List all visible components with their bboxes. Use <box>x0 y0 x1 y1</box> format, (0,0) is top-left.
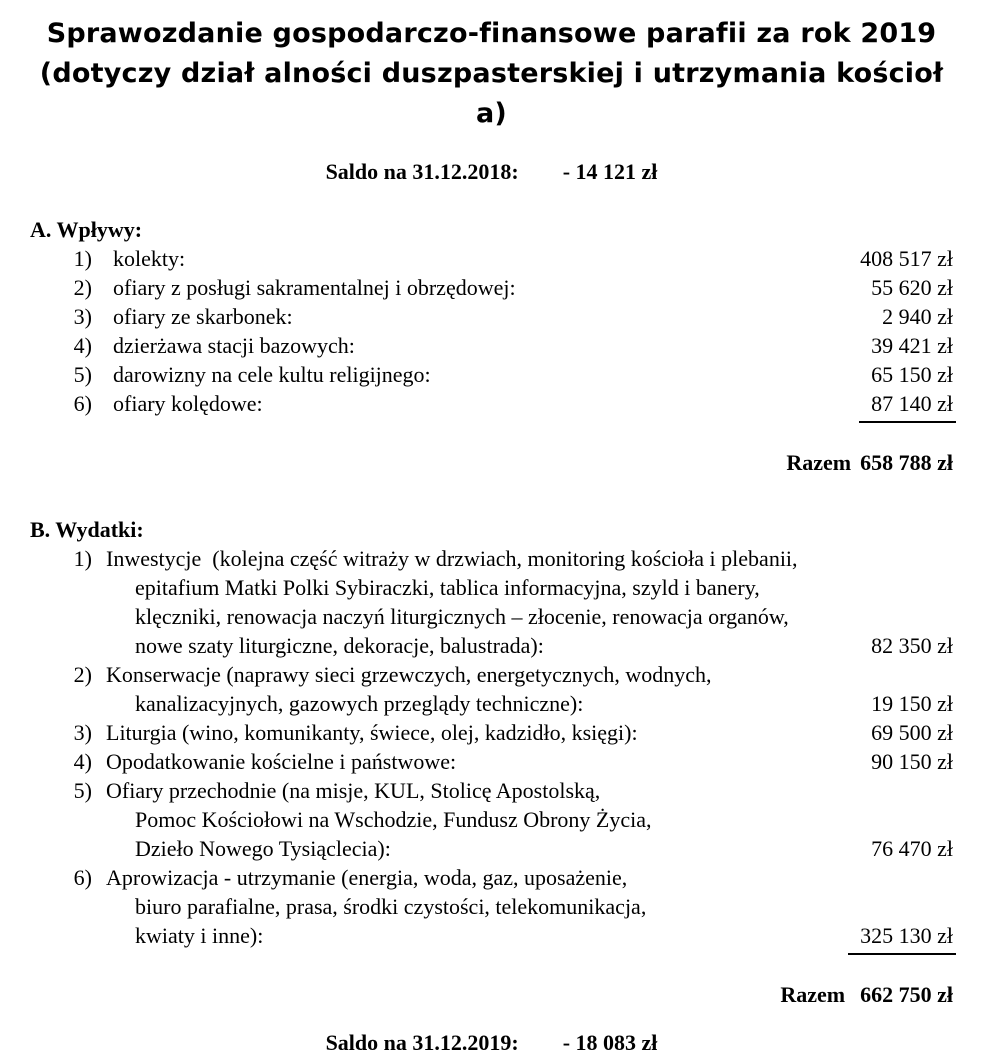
income-item-amount: 39 421 zł <box>871 333 953 358</box>
income-item-label: ofiary kolędowe: <box>113 391 263 416</box>
income-total-label: Razem <box>786 450 852 475</box>
income-section <box>30 215 953 477</box>
expense-item-line <box>30 602 953 631</box>
expense-item-line <box>30 747 953 776</box>
income-item-5 <box>30 360 953 389</box>
income-item-label: ofiary z posługi sakramentalnej i obrzędowej: <box>113 275 516 300</box>
expense-item-amount: 19 150 zł <box>871 691 953 716</box>
expense-subtotal-underlined: 325 130 zł <box>848 921 956 955</box>
opening-balance-label: Saldo na 31.12.2018: <box>325 159 519 184</box>
expense-item-number: 1) <box>73 546 92 571</box>
income-item-amount: 65 150 zł <box>871 362 953 387</box>
income-item-3 <box>30 302 953 331</box>
expense-item-6 <box>30 863 953 955</box>
expense-item-text: epitafium Matki Polki Sybiraczki, tablica informacyjna, szyld i banery, <box>135 575 760 600</box>
expense-item-number: 4) <box>73 749 92 774</box>
income-item-amount <box>263 389 953 423</box>
expense-item-line <box>30 776 953 805</box>
income-subtotal-underlined: 87 140 zł <box>859 389 956 423</box>
expense-item-text: biuro parafialne, prasa, środki czystości, telekomunikacja, <box>135 894 647 919</box>
expense-item-line <box>30 631 953 660</box>
expense-item-text: kanalizacyjnych, gazowych przeglądy techniczne): <box>135 691 584 716</box>
income-item-label: ofiary ze skarbonek: <box>113 304 293 329</box>
expense-item-3 <box>30 718 953 747</box>
expense-item-amount: 82 350 zł <box>871 633 953 658</box>
expense-item-line <box>30 718 953 747</box>
income-item-label: darowizny na cele kultu religijnego: <box>113 362 431 387</box>
opening-balance-value: - 14 121 zł <box>562 159 658 184</box>
expenses-heading: B. Wydatki: <box>30 517 144 542</box>
expense-item-text: Aprowizacja - utrzymanie (energia, woda, gaz, uposażenie, <box>106 865 628 890</box>
expenses-total-line <box>30 980 953 1009</box>
expense-item-2 <box>30 660 953 718</box>
expense-item-amount <box>263 921 953 955</box>
expenses-section <box>30 515 953 1009</box>
expense-item-line <box>30 544 953 573</box>
income-item-label: kolekty: <box>113 246 186 271</box>
expense-item-line <box>30 573 953 602</box>
closing-balance-label: Saldo na 31.12.2019: <box>325 1030 519 1055</box>
income-item-number: 5) <box>73 362 92 387</box>
income-item-label: dzierżawa stacji bazowych: <box>113 333 355 358</box>
income-item-number: 4) <box>73 333 92 358</box>
income-item-amount: 55 620 zł <box>871 275 953 300</box>
income-item-number: 1) <box>73 246 92 271</box>
expense-item-text: Konserwacje (naprawy sieci grzewczych, energetycznych, wodnych, <box>106 662 712 687</box>
title-line-2: (dotyczy dział alności duszpasterskiej i utrzymania kościoł a) <box>39 58 944 129</box>
expense-item-text: Inwestycje (kolejna część witraży w drzwiach, monitoring kościoła i plebanii, <box>106 546 798 571</box>
expense-item-number: 2) <box>73 662 92 687</box>
income-total-line <box>30 448 953 477</box>
document-title <box>30 14 953 134</box>
expense-item-line <box>30 689 953 718</box>
income-item-4 <box>30 331 953 360</box>
income-item-amount: 408 517 zł <box>860 246 953 271</box>
expense-item-text: Pomoc Kościołowi na Wschodzie, Fundusz Obrony Życia, <box>135 807 652 832</box>
expense-item-amount: 69 500 zł <box>871 720 953 745</box>
expense-item-text: Opodatkowanie kościelne i państwowe: <box>106 749 457 774</box>
expenses-total-value: 662 750 zł <box>860 982 953 1007</box>
income-heading: A. Wpływy: <box>30 217 143 242</box>
expense-item-number: 5) <box>73 778 92 803</box>
closing-balance-line <box>30 1028 953 1057</box>
expense-item-amount: 76 470 zł <box>871 836 953 861</box>
income-total-value: 658 788 zł <box>860 450 953 475</box>
expense-item-line <box>30 660 953 689</box>
expense-item-text: kwiaty i inne): <box>135 923 264 948</box>
expense-item-number: 6) <box>73 865 92 890</box>
expense-item-text: nowe szaty liturgiczne, dekoracje, balustrada): <box>135 633 544 658</box>
expense-item-number: 3) <box>73 720 92 745</box>
expense-item-5 <box>30 776 953 863</box>
income-item-2 <box>30 273 953 302</box>
expense-item-text: Dzieło Nowego Tysiąclecia): <box>135 836 391 861</box>
expense-item-1 <box>30 544 953 660</box>
income-item-1 <box>30 244 953 273</box>
income-item-amount: 2 940 zł <box>882 304 953 329</box>
income-item-number: 2) <box>73 275 92 300</box>
expense-item-text: Ofiary przechodnie (na misje, KUL, Stolicę Apostolską, <box>106 778 601 803</box>
expense-item-line <box>30 892 953 921</box>
expense-item-line <box>30 921 953 955</box>
opening-balance-line <box>30 160 953 184</box>
expenses-total-label: Razem <box>780 982 846 1007</box>
closing-balance-value: - 18 083 zł <box>562 1030 658 1055</box>
expense-item-text: klęczniki, renowacja naczyń liturgicznych – złocenie, renowacja organów, <box>135 604 789 629</box>
expense-item-line <box>30 805 953 834</box>
income-item-6 <box>30 389 953 423</box>
income-item-number: 6) <box>73 391 92 416</box>
expense-item-text: Liturgia (wino, komunikanty, świece, olej, kadzidło, księgi): <box>106 720 638 745</box>
expense-item-line <box>30 863 953 892</box>
title-line-1: Sprawozdanie gospodarczo-finansowe parafii za rok 2019 <box>46 18 937 49</box>
income-item-number: 3) <box>73 304 92 329</box>
expense-item-4 <box>30 747 953 776</box>
expense-item-line <box>30 834 953 863</box>
expense-item-amount: 90 150 zł <box>871 749 953 774</box>
